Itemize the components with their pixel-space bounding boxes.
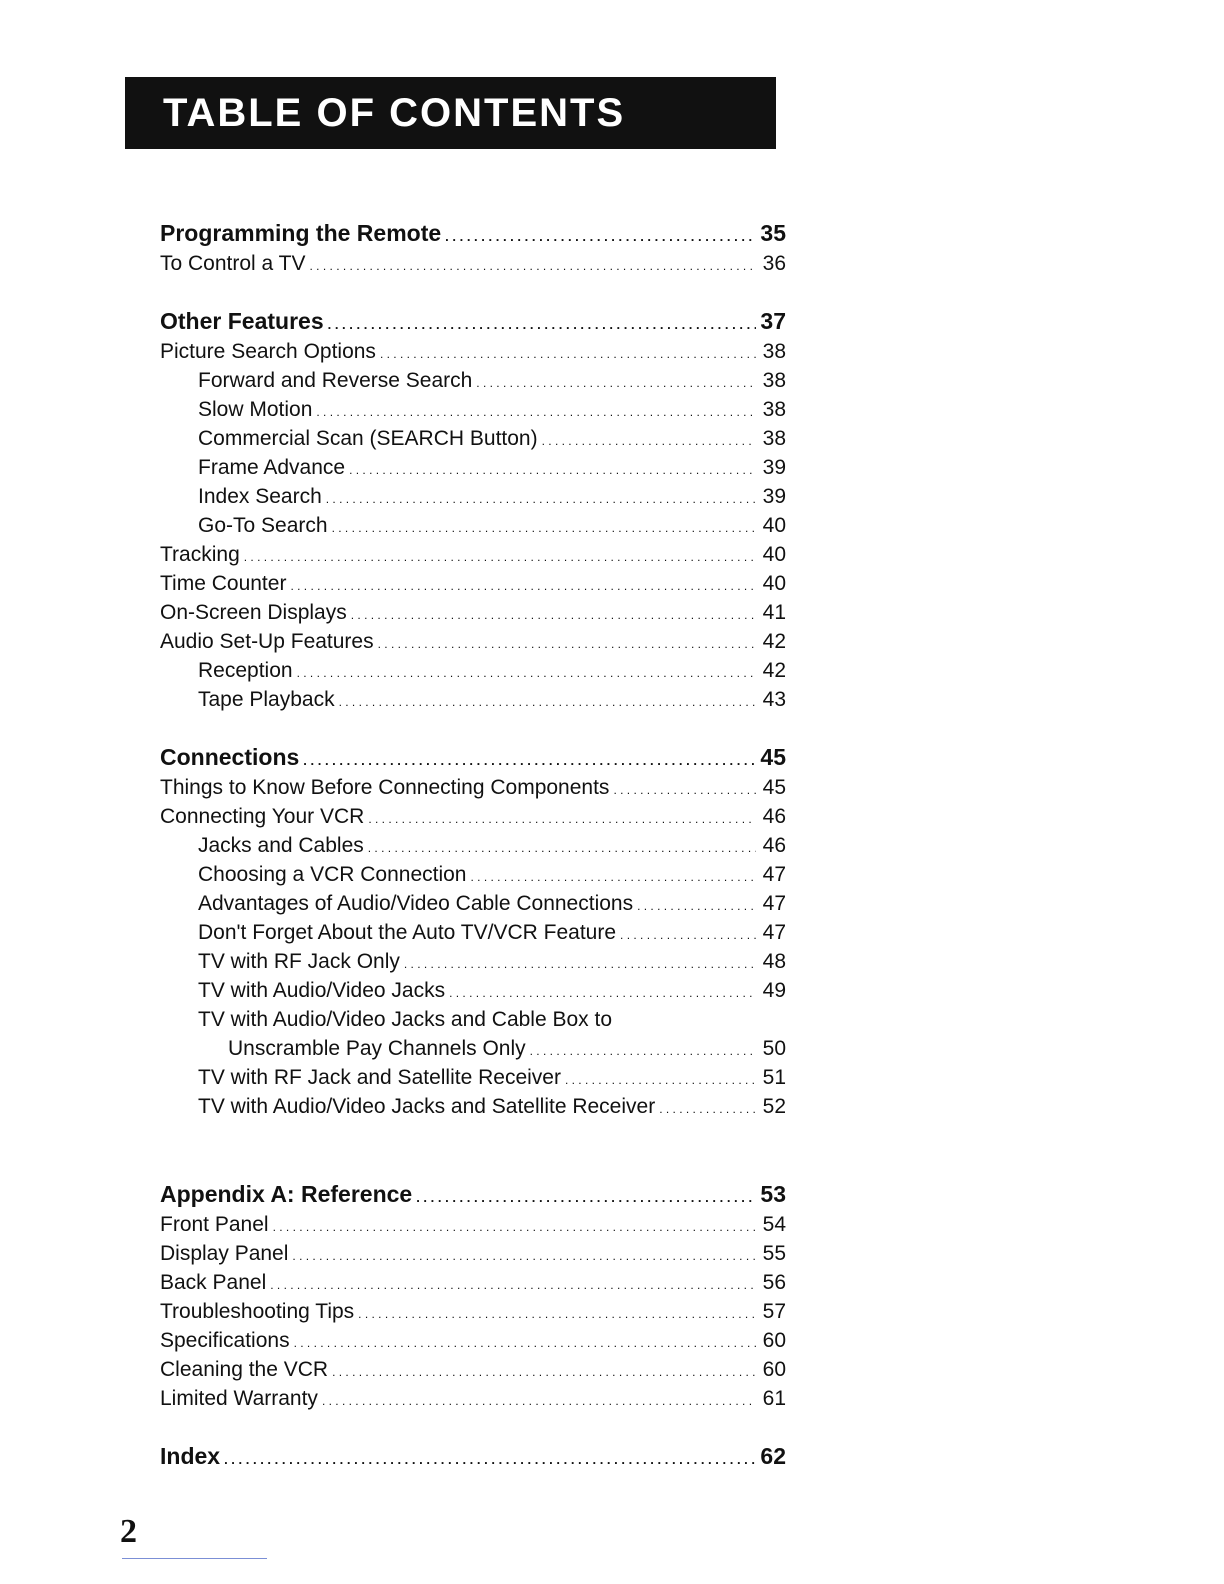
toc-entry-label: Tracking [160, 543, 240, 566]
toc-entry-page: 38 [762, 369, 786, 392]
dot-leader [565, 1063, 756, 1095]
toc-heading[interactable] [160, 218, 786, 249]
toc-entry-page: 49 [762, 979, 786, 1002]
toc-entry-page: 50 [762, 1037, 786, 1060]
dot-leader [332, 511, 756, 543]
toc-entry-label: Jacks and Cables [198, 834, 364, 857]
toc-entry-label: Other Features [160, 308, 324, 334]
toc-entry-page: 46 [762, 834, 786, 857]
toc-heading[interactable] [160, 306, 786, 337]
dot-leader [322, 1384, 756, 1416]
toc-entry-label: Programming the Remote [160, 220, 442, 246]
toc-entry-page: 42 [762, 659, 786, 682]
toc-entry[interactable] [160, 366, 786, 395]
toc-entry[interactable] [160, 337, 786, 366]
toc-entry[interactable] [160, 773, 786, 802]
toc-entry[interactable] [160, 1239, 786, 1268]
toc-entry-label: Commercial Scan (SEARCH Button) [198, 427, 538, 450]
toc-entry[interactable] [160, 831, 786, 860]
toc-entry-label: To Control a TV [160, 252, 306, 275]
dot-leader [659, 1092, 756, 1124]
toc-entry-label: Cleaning the VCR [160, 1358, 329, 1381]
toc-entry-label: Frame Advance [198, 456, 346, 479]
toc-entry-label: Time Counter [160, 572, 287, 595]
toc-entry-label: Go-To Search [198, 514, 328, 537]
dot-leader [449, 976, 756, 1008]
header-banner [125, 77, 776, 149]
toc-entry-label: Back Panel [160, 1271, 267, 1294]
toc-entry-page: 43 [762, 688, 786, 711]
toc-entry-page: 46 [762, 805, 786, 828]
toc-entry-page: 57 [762, 1300, 786, 1323]
dot-leader [378, 627, 756, 659]
toc-entry-page: 53 [760, 1181, 786, 1207]
table-of-contents [160, 218, 786, 1472]
toc-entry[interactable] [160, 511, 786, 540]
toc-entry-page: 52 [762, 1095, 786, 1118]
toc-entry-page: 35 [760, 220, 786, 246]
toc-entry-page: 56 [762, 1271, 786, 1294]
toc-entry[interactable] [160, 1384, 786, 1413]
toc-entry-label: Unscramble Pay Channels Only [228, 1037, 526, 1060]
toc-entry-page: 51 [762, 1066, 786, 1089]
toc-entry-label: TV with RF Jack and Satellite Receiver [198, 1066, 561, 1089]
toc-entry[interactable] [160, 598, 786, 627]
dot-leader [351, 598, 756, 630]
dot-leader [294, 1326, 756, 1358]
dot-leader [368, 831, 756, 863]
toc-entry-label: TV with Audio/Video Jacks and Satellite Receiver [198, 1095, 656, 1118]
dot-leader [332, 1355, 756, 1387]
toc-entry-page: 45 [760, 744, 786, 770]
toc-entry-page: 48 [762, 950, 786, 973]
toc-entry-label: Appendix A: Reference [160, 1181, 413, 1207]
toc-entry-label: Connecting Your VCR [160, 805, 365, 828]
dot-leader [224, 1441, 756, 1475]
toc-entry-label: Slow Motion [198, 398, 313, 421]
dot-leader [273, 1210, 756, 1242]
dot-leader [404, 947, 756, 979]
toc-entry[interactable] [160, 1326, 786, 1355]
toc-entry[interactable] [160, 1268, 786, 1297]
toc-entry-page: 47 [762, 892, 786, 915]
toc-section [160, 742, 786, 1121]
toc-entry-page: 47 [762, 921, 786, 944]
toc-entry-label: Audio Set-Up Features [160, 630, 374, 653]
toc-entry-label: Index [160, 1443, 221, 1469]
dot-leader [349, 453, 756, 485]
toc-entry-label: On-Screen Displays [160, 601, 347, 624]
toc-entry-label: TV with RF Jack Only [198, 950, 400, 973]
toc-entry-page: 39 [762, 485, 786, 508]
toc-entry-page: 41 [762, 601, 786, 624]
toc-entry-label: Choosing a VCR Connection [198, 863, 467, 886]
toc-entry-page: 40 [762, 572, 786, 595]
toc-entry[interactable] [160, 656, 786, 685]
toc-entry-label: Index Search [198, 485, 322, 508]
toc-entry-label: TV with Audio/Video Jacks [198, 979, 446, 1002]
toc-entry[interactable] [160, 569, 786, 598]
toc-section [160, 218, 786, 278]
dot-leader [316, 395, 756, 427]
toc-entry-page: 60 [762, 1329, 786, 1352]
toc-heading[interactable] [160, 1179, 786, 1210]
toc-section [160, 306, 786, 714]
toc-entry[interactable] [160, 1210, 786, 1239]
toc-entry-page: 38 [762, 398, 786, 421]
toc-entry-label: Front Panel [160, 1213, 269, 1236]
toc-entry-page: 47 [762, 863, 786, 886]
toc-entry[interactable] [160, 947, 786, 976]
toc-entry[interactable] [160, 482, 786, 511]
toc-entry-page: 37 [760, 308, 786, 334]
toc-entry-label: Picture Search Options [160, 340, 376, 363]
dot-leader [620, 918, 756, 950]
toc-entry[interactable] [160, 1355, 786, 1384]
toc-entry-label: Forward and Reverse Search [198, 369, 473, 392]
dot-leader [328, 306, 756, 340]
toc-entry-label: Troubleshooting Tips [160, 1300, 355, 1323]
toc-entry-page: 42 [762, 630, 786, 653]
dot-leader [613, 773, 756, 805]
dot-leader [303, 742, 756, 776]
footer-rule [122, 1558, 267, 1559]
toc-entry[interactable] [160, 1063, 786, 1092]
dot-leader [380, 337, 756, 369]
dot-leader [358, 1297, 756, 1329]
toc-entry-label: Connections [160, 744, 300, 770]
toc-entry[interactable] [160, 453, 786, 482]
toc-entry[interactable] [160, 395, 786, 424]
toc-entry-page: 38 [762, 427, 786, 450]
dot-leader [637, 889, 756, 921]
toc-entry-page: 61 [762, 1387, 786, 1410]
toc-entry-page: 55 [762, 1242, 786, 1265]
toc-entry-page: 54 [762, 1213, 786, 1236]
dot-leader [445, 218, 756, 252]
toc-entry[interactable] [160, 685, 786, 714]
toc-entry: TV with Audio/Video Jacks and Cable Box to [198, 1008, 613, 1031]
dot-leader [326, 482, 756, 514]
toc-entry-page: 40 [762, 543, 786, 566]
toc-heading[interactable] [160, 1441, 786, 1472]
toc-entry-page: 45 [762, 776, 786, 799]
toc-entry-page: 39 [762, 456, 786, 479]
dot-leader [310, 249, 756, 281]
toc-section [160, 1179, 786, 1413]
toc-entry-label: Reception [198, 659, 293, 682]
toc-heading[interactable] [160, 742, 786, 773]
dot-leader [476, 366, 756, 398]
toc-entry-label: Display Panel [160, 1242, 289, 1265]
toc-entry-page: 40 [762, 514, 786, 537]
toc-entry[interactable] [160, 1034, 786, 1063]
toc-entry[interactable] [160, 1297, 786, 1326]
toc-entry-page: 60 [762, 1358, 786, 1381]
dot-leader [292, 1239, 756, 1271]
toc-entry-page: 62 [760, 1443, 786, 1469]
dot-leader [244, 540, 756, 572]
toc-entry[interactable] [160, 918, 786, 947]
dot-leader [471, 860, 757, 892]
toc-entry-label: Limited Warranty [160, 1387, 318, 1410]
toc-entry[interactable] [160, 249, 786, 278]
toc-entry[interactable] [160, 976, 786, 1005]
toc-entry[interactable] [160, 540, 786, 569]
dot-leader [297, 656, 756, 688]
toc-entry-label: Specifications [160, 1329, 290, 1352]
toc-section [160, 1441, 786, 1472]
toc-entry-page: 38 [762, 340, 786, 363]
toc-entry[interactable] [160, 889, 786, 918]
dot-leader [368, 802, 756, 834]
dot-leader [290, 569, 756, 601]
toc-entry[interactable] [160, 1092, 786, 1121]
toc-entry-page: 36 [762, 252, 786, 275]
dot-leader [416, 1179, 756, 1213]
toc-entry-label: Tape Playback [198, 688, 335, 711]
toc-entry[interactable] [160, 627, 786, 656]
page-title: TABLE OF CONTENTS [163, 91, 626, 135]
toc-entry-label: Advantages of Audio/Video Cable Connections [198, 892, 634, 915]
toc-entry[interactable] [160, 424, 786, 453]
toc-entry[interactable] [160, 860, 786, 889]
dot-leader [270, 1268, 756, 1300]
dot-leader [339, 685, 756, 717]
dot-leader [530, 1034, 756, 1066]
dot-leader [542, 424, 756, 456]
toc-entry-label: Things to Know Before Connecting Components [160, 776, 610, 799]
toc-entry-label: Don't Forget About the Auto TV/VCR Feature [198, 921, 617, 944]
page-number: 2 [120, 1513, 137, 1550]
toc-entry[interactable] [160, 802, 786, 831]
